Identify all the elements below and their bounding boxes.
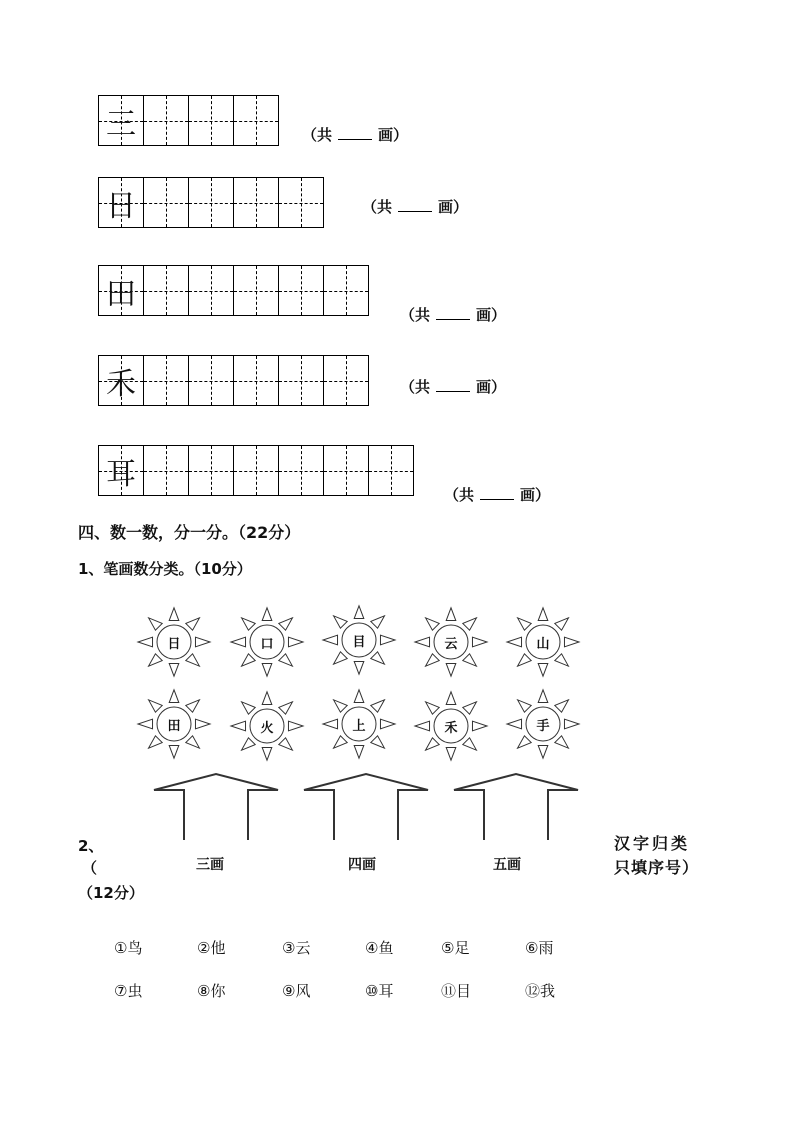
grid-cell[interactable]	[234, 95, 279, 146]
sun-character-card[interactable]	[226, 606, 308, 678]
grid-cell[interactable]	[279, 177, 324, 228]
sun-character: 火	[260, 720, 274, 736]
grid-cell[interactable]	[189, 265, 234, 316]
grid-cell[interactable]	[189, 95, 234, 146]
sample-character: 三	[106, 106, 136, 142]
grid-cell[interactable]	[189, 355, 234, 406]
character-item: ⑦虫	[114, 982, 143, 1000]
sun-character: 口	[260, 636, 274, 652]
category-arrow-5[interactable]	[452, 772, 580, 842]
writing-grid-1	[98, 95, 279, 146]
sun-character: 田	[167, 718, 181, 734]
grid-cell[interactable]	[144, 355, 189, 406]
category-label-three: 三画	[196, 857, 224, 873]
grid-cell[interactable]	[324, 265, 369, 316]
question-1-title: 1、笔画数分类。（10分）	[78, 560, 252, 578]
sample-character: 禾	[106, 366, 136, 402]
stroke-count-blank[interactable]	[398, 199, 432, 212]
grid-cell[interactable]	[234, 445, 279, 496]
grid-cell-sample	[99, 355, 144, 406]
grid-cell[interactable]	[279, 265, 324, 316]
category-label-five: 五画	[493, 857, 521, 873]
stroke-count-note-1: （共 画）	[302, 126, 409, 144]
stroke-count-blank[interactable]	[436, 379, 470, 392]
sun-character: 禾	[444, 720, 458, 736]
sun-character-card[interactable]	[410, 606, 492, 678]
grid-cell[interactable]	[189, 177, 234, 228]
question-2-paren: （	[82, 859, 98, 877]
question-2-score: （12分）	[78, 884, 144, 902]
sun-character: 山	[536, 636, 550, 652]
category-arrow-3[interactable]	[152, 772, 280, 842]
grid-cell[interactable]	[144, 445, 189, 496]
sun-character-card[interactable]	[226, 690, 308, 762]
stroke-count-note-4: （共 画）	[400, 378, 507, 396]
sun-character-card[interactable]	[502, 688, 584, 760]
writing-grid-2	[98, 177, 324, 228]
grid-cell-sample	[99, 177, 144, 228]
sun-character-card[interactable]	[410, 690, 492, 762]
sun-character-card[interactable]	[318, 688, 400, 760]
grid-cell[interactable]	[234, 355, 279, 406]
grid-cell[interactable]	[144, 177, 189, 228]
category-label-four: 四画	[348, 857, 376, 873]
grid-cell-sample	[99, 265, 144, 316]
grid-cell[interactable]	[369, 445, 414, 496]
sun-character-card[interactable]	[133, 606, 215, 678]
character-item: ⑪目	[441, 982, 472, 1000]
character-item: ②他	[197, 939, 226, 957]
grid-cell-sample	[99, 95, 144, 146]
category-arrow-4[interactable]	[302, 772, 430, 842]
grid-cell[interactable]	[279, 355, 324, 406]
character-item: ①鸟	[114, 939, 143, 957]
character-item: ⑫我	[525, 982, 556, 1000]
stroke-count-note-3: （共 画）	[400, 306, 507, 324]
character-item: ⑤足	[441, 939, 470, 957]
sample-character: 田	[106, 276, 136, 312]
character-item: ⑩耳	[365, 982, 394, 1000]
sun-character-card[interactable]	[318, 604, 400, 676]
grid-cell[interactable]	[279, 445, 324, 496]
question-2-instruction: 汉字归类 只填序号）	[614, 834, 700, 877]
grid-cell[interactable]	[189, 445, 234, 496]
writing-grid-5	[98, 445, 414, 496]
character-item: ⑧你	[197, 982, 226, 1000]
stroke-count-blank[interactable]	[436, 307, 470, 320]
sun-character-card[interactable]	[502, 606, 584, 678]
grid-cell[interactable]	[234, 265, 279, 316]
sun-character-card[interactable]	[133, 688, 215, 760]
character-item: ⑥雨	[525, 939, 554, 957]
grid-cell[interactable]	[324, 355, 369, 406]
sun-character: 手	[536, 718, 550, 734]
grid-cell[interactable]	[144, 95, 189, 146]
writing-grid-3	[98, 265, 369, 316]
sample-character: 耳	[106, 456, 136, 492]
grid-cell[interactable]	[324, 445, 369, 496]
stroke-count-note-2: （共 画）	[362, 198, 469, 216]
grid-cell[interactable]	[144, 265, 189, 316]
stroke-count-blank[interactable]	[480, 487, 514, 500]
sun-character: 目	[352, 634, 366, 650]
sun-character: 上	[352, 718, 366, 734]
sun-character: 云	[444, 636, 458, 652]
question-2-number: 2、	[78, 837, 104, 855]
section-title: 四、数一数，分一分。（22分）	[78, 523, 301, 542]
character-item: ③云	[282, 939, 311, 957]
stroke-count-blank[interactable]	[338, 127, 372, 140]
stroke-count-note-5: （共 画）	[444, 486, 551, 504]
sun-character: 日	[167, 636, 181, 652]
sample-character: 日	[106, 188, 136, 224]
grid-cell-sample	[99, 445, 144, 496]
character-item: ④鱼	[365, 939, 394, 957]
writing-grid-4	[98, 355, 369, 406]
character-item: ⑨风	[282, 982, 311, 1000]
grid-cell[interactable]	[234, 177, 279, 228]
